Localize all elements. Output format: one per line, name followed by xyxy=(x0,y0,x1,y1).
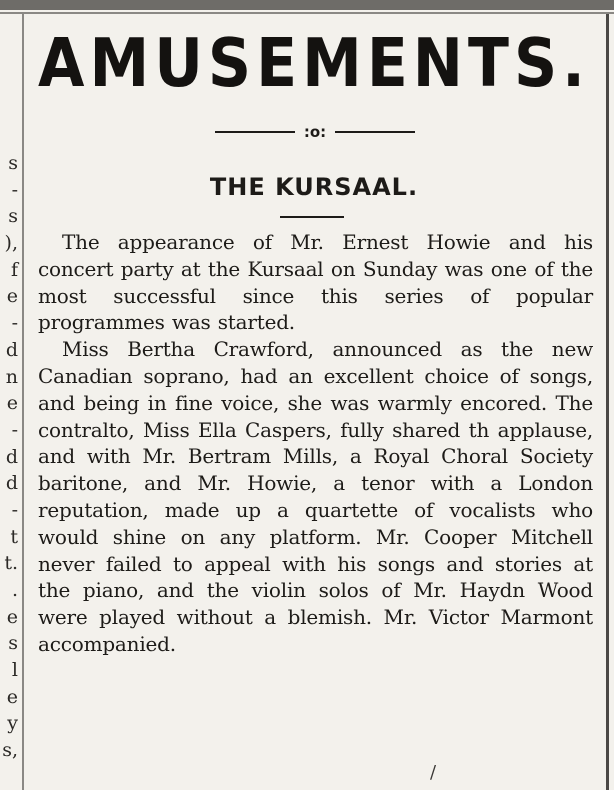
ornament-line-right xyxy=(335,131,415,133)
column-fragment: ), xyxy=(4,232,18,255)
column-fragment: s xyxy=(8,205,18,228)
column-divider xyxy=(22,14,24,790)
column-fragment: t xyxy=(10,525,18,548)
column-fragment: s, xyxy=(2,739,18,762)
column-fragment: - xyxy=(11,418,18,441)
ornamental-divider xyxy=(210,122,420,142)
top-border-thin-rule xyxy=(0,12,614,14)
column-fragment: s xyxy=(8,152,18,174)
column-fragment: e xyxy=(6,285,18,308)
right-border-rule xyxy=(606,14,609,790)
column-fragment: f xyxy=(10,258,18,281)
column-fragment: y xyxy=(7,712,18,735)
article-paragraph-1: The appearance of Mr. Ernest Howie and his concert party at the Kursaal on Sunday was one of the most successful since this series of popular programmes was started. xyxy=(38,230,593,335)
column-fragment: t. xyxy=(4,552,18,575)
article-paragraph-2: Miss Bertha Crawford, announced as the new Canadian soprano, had an excellent choice of songs, and being in fine voice, she was warmly encored. The contralto, Miss Ella Caspers, fully shared th applause, and with Mr. Bertram Mills, a Royal Choral Society baritone, and Mr. Howie, a tenor with a London reputation, made up a quartette of vocalists who would shine on any platform. Mr. Cooper Mitchell never failed to appeal with his songs and stories at the piano, and the violin solos of Mr. Haydn Wood were played without a blemish. Mr. Victor Marmont accompanied. xyxy=(38,337,593,656)
column-fragment: d xyxy=(5,472,18,495)
column-fragment: - xyxy=(11,178,18,201)
column-fragment: n xyxy=(5,365,18,388)
section-underline xyxy=(280,216,344,218)
top-border-rule xyxy=(0,0,614,10)
column-fragment: - xyxy=(11,312,18,335)
column-fragment: - xyxy=(11,498,18,521)
column-fragment: e xyxy=(6,392,18,415)
section-title: THE KURSAAL. xyxy=(209,173,419,201)
column-fragment: d xyxy=(5,445,18,468)
article-body xyxy=(38,229,593,658)
column-fragment: l xyxy=(11,659,18,682)
stray-ink-mark: / xyxy=(430,762,437,783)
ornament-center: :o: xyxy=(303,123,327,141)
ornament-line-left xyxy=(215,131,295,133)
column-fragment: e xyxy=(6,605,18,628)
column-fragment: . xyxy=(11,579,18,601)
adjacent-column-fragments xyxy=(0,150,20,764)
column-fragment: d xyxy=(5,338,18,361)
column-fragment: s xyxy=(8,632,18,655)
page-title: AMUSEMENTS. xyxy=(38,24,590,103)
column-fragment: e xyxy=(6,685,18,708)
